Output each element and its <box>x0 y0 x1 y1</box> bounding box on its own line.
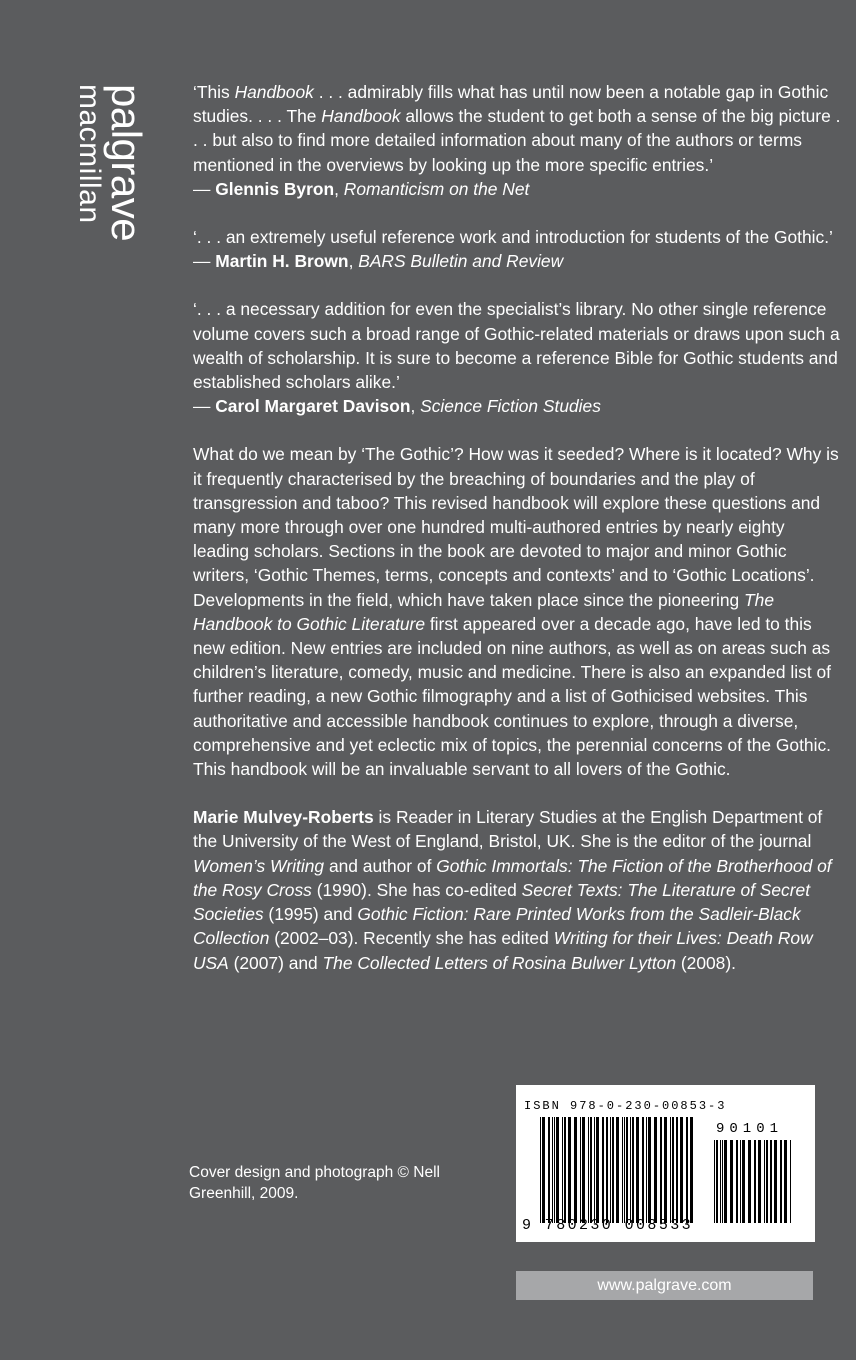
barcode-bar <box>580 1117 581 1223</box>
addon-bar <box>742 1140 745 1223</box>
logo-palgrave: palgrave <box>103 84 150 242</box>
review-attribution-2: — Martin H. Brown, BARS Bulletin and Review <box>193 251 564 272</box>
barcode-bar <box>562 1117 563 1223</box>
addon-bar <box>714 1140 715 1223</box>
barcode-bar <box>582 1117 585 1223</box>
text-run: ‘. . . an extremely useful reference work and introduction for students of the Gothic.’ <box>193 227 833 248</box>
cover-credit: Cover design and photograph © Nell Greenhill, 2009. <box>189 1164 440 1202</box>
barcode-bar <box>622 1117 623 1223</box>
text-run: is Reader in Literary Studies at the English Department of the University of the West of England, Bristol, UK. She is the editor of the journal <box>193 807 823 852</box>
italic-title: The Collected Letters of Rosina Bulwer Lytton <box>322 952 677 973</box>
addon-bar <box>790 1140 791 1223</box>
addon-bar <box>736 1140 738 1223</box>
barcode-bar <box>642 1117 644 1223</box>
italic-title: Handbook <box>321 106 401 127</box>
review-attribution-1: — Glennis Byron, Romanticism on the Net <box>193 178 530 199</box>
barcode-bar <box>654 1117 657 1223</box>
italic-title: Handbook <box>234 82 314 102</box>
barcode-bar <box>680 1117 683 1223</box>
back-cover-text <box>193 80 843 999</box>
italic-title: The Handbook to Gothic Literature <box>193 589 775 634</box>
addon-bar <box>740 1140 741 1223</box>
publisher-logo <box>66 84 150 264</box>
text-run: (2002–03). Recently she has edited <box>269 928 554 949</box>
text-run: What do we mean by ‘The Gothic’? How was it seeded? Where is it located? Why is it frequently characterised by the breaching of boundaries and the play of transgression and taboo? This revised handbook will explore these questions and many more through over one hundred multi-authored entries by nearly eighty leading scholars. Sections in the book are devoted to major and minor Gothic writers, ‘Gothic Themes, terms, concepts and contexts’ and to ‘Gothic Locations’. Developments in the field, which have taken place since the pioneering <box>193 444 839 610</box>
text-run: (1990). She has co-edited <box>311 879 522 900</box>
barcode-bar <box>632 1117 634 1223</box>
addon-bar <box>724 1140 727 1223</box>
barcode-bar <box>612 1117 614 1223</box>
barcode-bar <box>676 1117 678 1223</box>
addon-bar <box>774 1140 777 1223</box>
barcode-addon-digits: 90101 <box>716 1121 784 1137</box>
isbn-barcode <box>516 1085 815 1242</box>
review-quote-2 <box>193 225 843 273</box>
barcode-bar <box>636 1117 639 1223</box>
barcode-bar <box>630 1117 631 1223</box>
barcode-bar <box>542 1117 545 1223</box>
italic-title: Gothic Fiction: Rare Printed Works from the Sadleir-Black Collection <box>193 904 801 949</box>
barcode-bar <box>686 1117 688 1223</box>
barcode-bar <box>606 1117 608 1223</box>
text-run: (1995) and <box>263 904 358 925</box>
barcode-bar <box>552 1117 553 1223</box>
barcode-bar <box>596 1117 599 1223</box>
addon-bar <box>764 1140 765 1223</box>
addon-bar <box>784 1140 787 1223</box>
review-quote-1 <box>193 80 843 201</box>
text-run: ‘. . . a necessary addition for even the specialist’s library. No other single reference volume covers such a broad range of Gothic-related materials or draws upon such a wealth of scholarship. It is sure to become a reference Bible for Gothic students and established scholars alike.’ <box>193 299 840 393</box>
italic-title: Secret Texts: The Literature of Secret Societies <box>193 879 811 925</box>
addon-bar <box>766 1140 768 1223</box>
barcode-bar <box>648 1117 651 1223</box>
publisher-url[interactable]: www.palgrave.com <box>516 1271 813 1300</box>
review-source: BARS Bulletin and Review <box>358 251 564 272</box>
barcode-bar <box>554 1117 555 1223</box>
reviewer-name: Carol Margaret Davison <box>215 396 411 417</box>
text-run: (2008). <box>676 952 736 973</box>
italic-title: Women’s Writing <box>193 855 325 876</box>
barcode-bar <box>690 1117 693 1223</box>
barcode-bar <box>594 1117 595 1223</box>
addon-bar <box>758 1140 761 1223</box>
text-run: allows the student to get both a sense of the big picture . . . but also to find more detailed information about many of the authors or terms mentioned in the overviews by looking up the more specific entries.’ <box>193 106 841 175</box>
author-bio <box>193 805 843 974</box>
barcode-bar <box>672 1117 674 1223</box>
addon-bar <box>754 1140 756 1223</box>
text-run: and author of <box>324 855 437 876</box>
italic-title: Writing for their Lives: Death Row USA <box>193 928 813 973</box>
review-source: Romanticism on the Net <box>343 178 530 199</box>
logo-macmillan: macmillan <box>73 84 106 224</box>
text-run: first appeared over a decade ago, have led to this new edition. New entries are included on nine authors, as well as on areas such as children’s literature, comedy, music and medicine. There is also an expanded list of further reading, a new Gothic filmography and a list of Gothicised websites. This authoritative and accessible handbook continues to explore, through a diverse, comprehensive and yet eclectic mix of topics, the perennial concerns of the Gothic. This handbook will be an invaluable servant to all lovers of the Gothic. <box>193 613 831 780</box>
text-run: (2007) and <box>228 952 323 973</box>
barcode-bar <box>556 1117 559 1223</box>
book-description <box>193 442 843 781</box>
barcode-bar <box>646 1117 647 1223</box>
italic-title: Gothic Immortals: The Fiction of the Brotherhood of the Rosy Cross <box>193 855 832 900</box>
addon-bar <box>716 1140 718 1223</box>
text-run: ‘This <box>193 82 235 102</box>
barcode-bar <box>670 1117 671 1223</box>
review-attribution-3: — Carol Margaret Davison, Science Fiction Studies <box>193 396 601 417</box>
barcode-bar <box>564 1117 566 1223</box>
addon-bar <box>720 1140 721 1223</box>
addon-bar <box>730 1140 733 1223</box>
review-quote-3 <box>193 297 843 418</box>
barcode-bar <box>588 1117 589 1223</box>
text-run: . . . admirably fills what has until now been a notable gap in Gothic studies. . . . The <box>193 82 829 127</box>
barcode-bar <box>660 1117 662 1223</box>
barcode-bar <box>590 1117 592 1223</box>
barcode-bar <box>548 1117 550 1223</box>
barcode-bar <box>664 1117 667 1223</box>
barcode-bar <box>624 1117 625 1223</box>
barcode-bar <box>540 1117 541 1223</box>
addon-bar <box>770 1140 772 1223</box>
addon-bar <box>722 1140 723 1223</box>
barcode-bar <box>610 1117 611 1223</box>
barcode-bar <box>574 1117 577 1223</box>
reviewer-name: Glennis Byron <box>215 178 335 199</box>
isbn-label: ISBN 978-0-230-00853-3 <box>524 1099 727 1113</box>
author-name: Marie Mulvey-Roberts <box>193 807 374 828</box>
addon-bar <box>748 1140 751 1223</box>
reviewer-name: Martin H. Brown <box>215 251 349 272</box>
barcode-main-digits: 9 780230 008533 <box>522 1217 694 1234</box>
addon-bar <box>780 1140 782 1223</box>
review-source: Science Fiction Studies <box>420 396 601 417</box>
barcode-bar <box>602 1117 604 1223</box>
barcode-bar <box>626 1117 628 1223</box>
barcode-bar <box>568 1117 571 1223</box>
barcode-bar <box>616 1117 619 1223</box>
